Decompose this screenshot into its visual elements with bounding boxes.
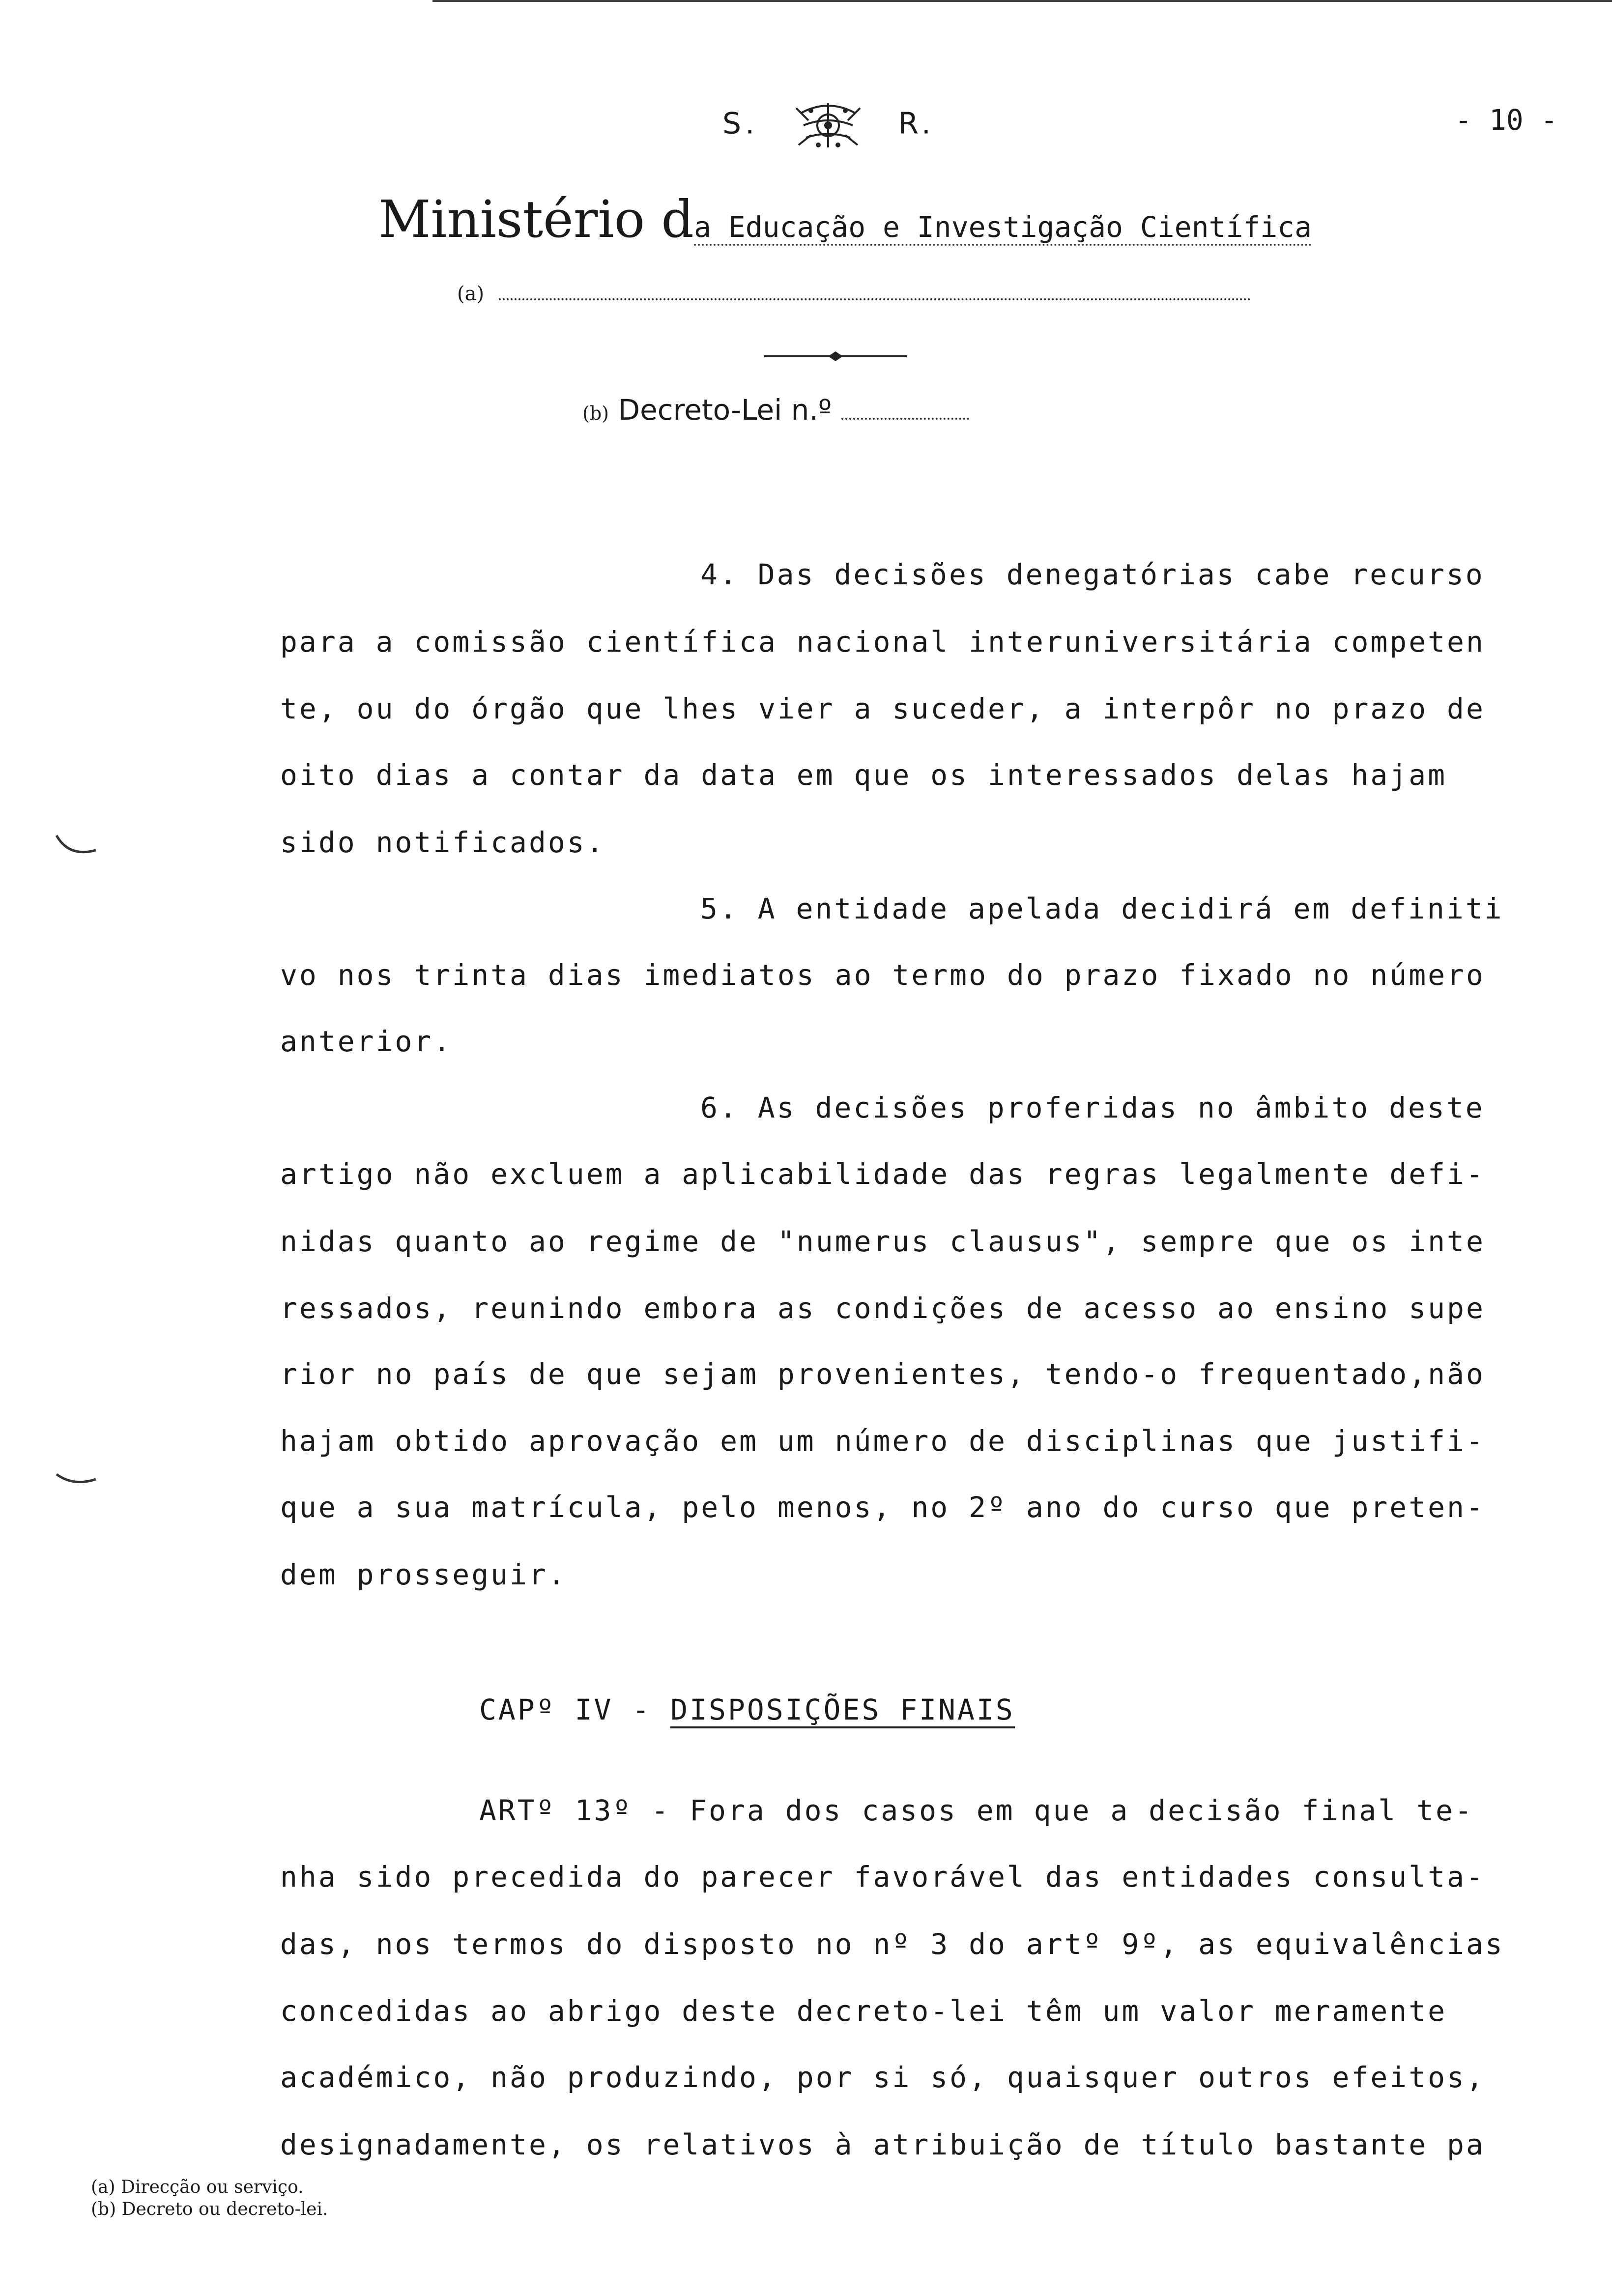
chapter-heading [479,1693,1015,1726]
chapter-title: DISPOSIÇÕES FINAIS [670,1693,1015,1728]
body-line: 6. As decisões proferidas no âmbito deste [700,1091,1485,1124]
page-number: - 10 - [1455,103,1558,137]
ornament-divider-icon [764,351,907,361]
article-line: nha sido precedida do parecer favorável das entidades consulta- [280,1860,1485,1894]
service-blank [499,298,1251,300]
body-line: ressados, reunindo embora as condições de acesso ao ensino supe [280,1292,1485,1325]
article-line: das, nos termos do disposto no nº 3 do artº 9º, as equivalências [280,1927,1504,1961]
body-line: oito dias a contar da data em que os interessados delas hajam [280,758,1447,792]
body-line: que a sua matrícula, pelo menos, no 2º ano do curso que preten- [280,1491,1485,1524]
service-line [457,283,1251,305]
ministry-department: a Educação e Investigação Científica [694,210,1312,246]
article-line: ARTº 13º - Fora dos casos em que a decisão final te- [479,1794,1474,1827]
service-marker: (a) [457,283,485,305]
seal-header [722,98,935,152]
ministry-heading [378,189,1312,249]
coat-of-arms-icon [791,98,865,152]
article-line: concedidas ao abrigo deste decreto-lei têm um valor meramente [280,1994,1447,2028]
body-line: anterior. [280,1025,453,1058]
article-line: designadamente, os relativos à atribuição de título bastante pa [280,2128,1485,2161]
footnote-b: (b) Decreto ou decreto-lei. [91,2199,328,2219]
punch-hole-mark-icon [54,1464,98,1494]
seal-right-text: R. [898,106,935,141]
body-line: vo nos trinta dias imediatos ao termo do prazo fixado no número [280,958,1485,992]
ministry-prefix: Ministério d [378,189,694,249]
decree-blank [841,418,969,420]
chapter-prefix: CAPº IV - [479,1693,671,1726]
body-line: dem prosseguir. [280,1558,567,1591]
decree-marker: (b) [582,402,609,424]
body-line: sido notificados. [280,826,605,859]
body-line: 4. Das decisões denegatórias cabe recurso [700,558,1485,591]
body-line: te, ou do órgão que lhes vier a suceder, a interpôr no prazo de [280,692,1485,725]
punch-hole-mark-icon [54,831,98,860]
top-rule [432,0,1612,2]
body-line: hajam obtido aprovação em um número de disciplinas que justifi- [280,1424,1485,1458]
body-line: rior no país de que sejam provenientes, tendo-o frequentado,não [280,1357,1485,1391]
decree-label: Decreto-Lei n.º [618,393,832,427]
decree-line [582,393,969,427]
body-line: nidas quanto ao regime de "numerus clausus", sempre que os inte [280,1225,1485,1258]
body-line: artigo não excluem a aplicabilidade das regras legalmente defi- [280,1157,1485,1191]
body-line: 5. A entidade apelada decidirá em definiti [700,892,1504,925]
article-line: académico, não produzindo, por si só, quaisquer outros efeitos, [280,2061,1485,2094]
seal-left-text: S. [722,106,759,141]
footnote-a: (a) Direcção ou serviço. [91,2177,304,2197]
body-line: para a comissão científica nacional interuniversitária competen [280,625,1485,659]
